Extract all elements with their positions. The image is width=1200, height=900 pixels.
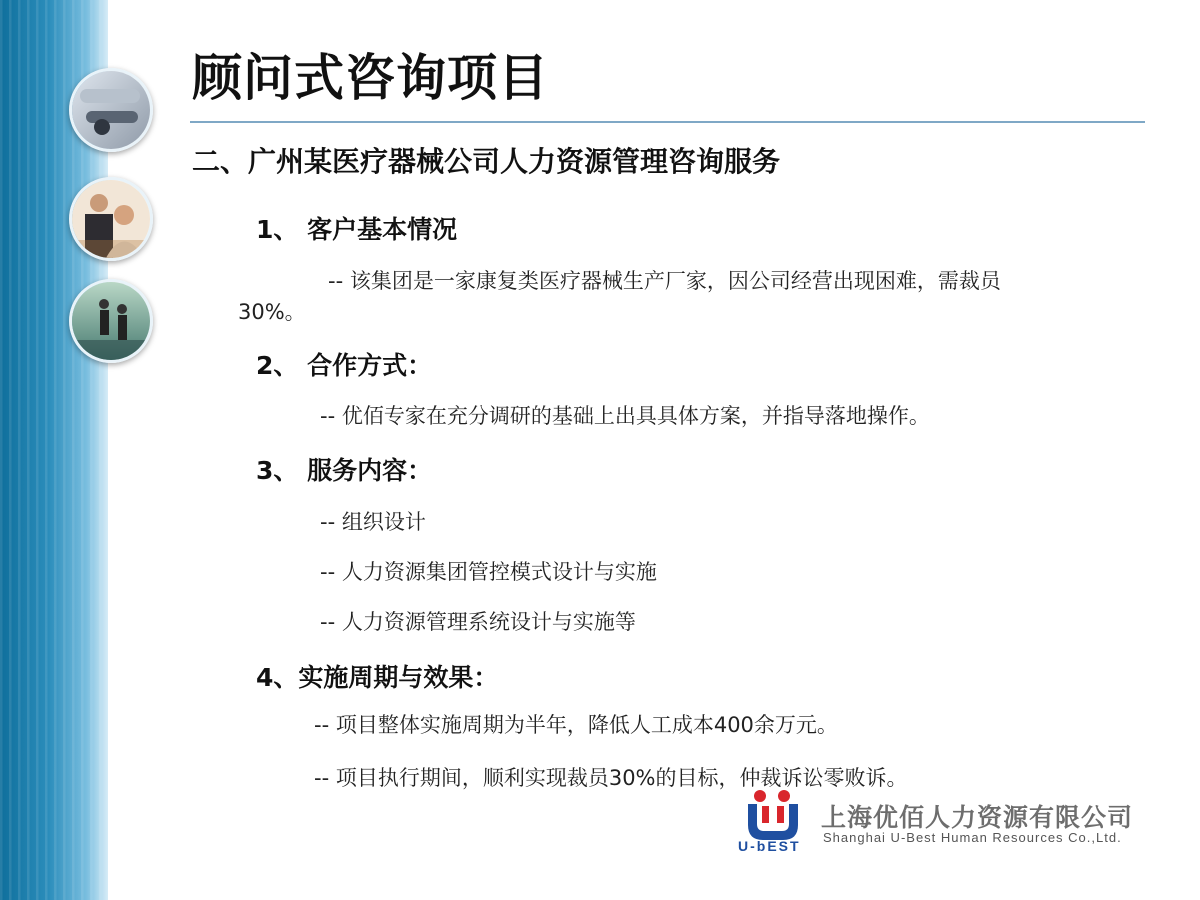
section-subtitle: 二、广州某医疗器械公司人力资源管理咨询服务 bbox=[192, 145, 781, 178]
service-content-line-1: -- 组织设计 bbox=[320, 510, 426, 534]
implementation-line-1: -- 项目整体实施周期为半年，降低人工成本400余万元。 bbox=[314, 713, 838, 737]
heading-service-content: 3、 服务内容： bbox=[256, 456, 433, 485]
company-name-english: Shanghai U-Best Human Resources Co.,Ltd. bbox=[823, 830, 1122, 845]
decorative-photo-handshake bbox=[69, 68, 153, 152]
decorative-photo-walking-people bbox=[69, 279, 153, 363]
service-content-line-3: -- 人力资源管理系统设计与实施等 bbox=[320, 610, 636, 634]
heading-cooperation-method: 2、 合作方式： bbox=[256, 351, 433, 380]
service-content-line-2: -- 人力资源集团管控模式设计与实施 bbox=[320, 560, 657, 584]
heading-customer-info: 1、 客户基本情况 bbox=[256, 215, 458, 244]
customer-info-line-2: 30%。 bbox=[238, 300, 306, 324]
implementation-line-2: -- 项目执行期间，顺利实现裁员30%的目标，仲裁诉讼零败诉。 bbox=[314, 766, 908, 790]
title-divider bbox=[190, 121, 1145, 123]
logo-brand-text: U-bEST bbox=[738, 838, 801, 854]
page-title: 顾问式咨询项目 bbox=[192, 49, 549, 107]
company-logo bbox=[735, 788, 1135, 858]
company-name-chinese: 上海优佰人力资源有限公司 bbox=[821, 803, 1134, 832]
logo-icon bbox=[735, 788, 811, 858]
heading-implementation-period: 4、实施周期与效果： bbox=[256, 663, 499, 692]
decorative-photo-business-people bbox=[69, 177, 153, 261]
customer-info-line-1: -- 该集团是一家康复类医疗器械生产厂家，因公司经营出现困难，需裁员 bbox=[328, 269, 1001, 293]
cooperation-method-line: -- 优佰专家在充分调研的基础上出具具体方案，并指导落地操作。 bbox=[320, 404, 930, 428]
